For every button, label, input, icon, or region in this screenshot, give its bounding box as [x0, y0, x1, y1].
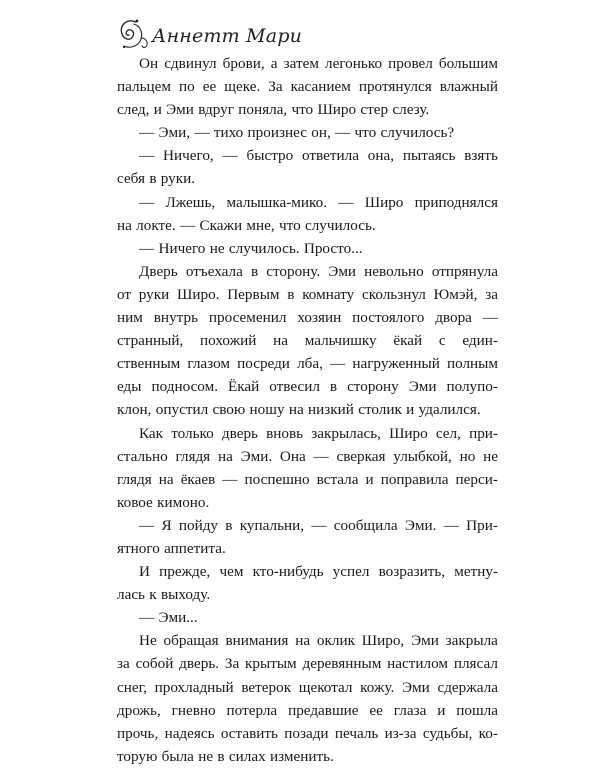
text-line: — Ничего не случилось. Просто...	[139, 239, 363, 257]
text-line: прочь, надеясь оставить позади печаль из-за судьбы, ко-	[117, 724, 498, 742]
text-line: странный, похожий на мальчишку ёкай с един-	[117, 332, 498, 350]
paragraph	[117, 606, 498, 629]
text-line: ятного аппетита.	[117, 539, 226, 557]
text-line: след, и Эми вдруг поняла, что Широ стер слезу.	[117, 101, 430, 119]
text-line: пальцем по ее щеке. За касанием протянулся влажный	[117, 78, 498, 96]
text-line: снег, прохладный ветерок щекотал кожу. Эми сдержала	[117, 678, 498, 696]
text-line: — Эми, — тихо произнес он, — что случилось?	[139, 124, 455, 142]
text-line: торую была не в силах изменить.	[117, 747, 334, 765]
page-body-text	[117, 52, 498, 768]
text-line: Не обращая внимания на оклик Широ, Эми закрыла	[139, 632, 498, 650]
text-line: клон, опустил свою ношу на низкий столик и удалился.	[117, 401, 481, 419]
text-line: от руки Широ. Первым в комнату скользнул Юмэй, за	[117, 285, 498, 303]
text-line: ним внутрь просеменил хозяин постоялого двора —	[117, 309, 498, 327]
text-line: Дверь отъехала в сторону. Эми невольно отпрянула	[139, 262, 498, 280]
paragraph	[117, 629, 498, 768]
text-line: за собой дверь. За крытым деревянным настилом плясал	[117, 655, 498, 673]
text-line: лась к выходу.	[117, 586, 211, 604]
text-line: ственным глазом посреди лба, — нагруженный полным	[117, 355, 498, 373]
text-line: — Лжешь, малышка-мико. — Широ приподнялся	[139, 193, 498, 211]
paragraph	[117, 144, 498, 190]
paragraph	[117, 422, 498, 514]
running-header-author: Аннетт Мари	[152, 25, 303, 47]
text-line: — Я пойду в купальни, — сообщила Эми. — При-	[139, 516, 498, 534]
paragraph	[117, 237, 498, 260]
text-line: на локте. — Скажи мне, что случилось.	[117, 216, 376, 234]
text-line: — Эми...	[139, 609, 198, 627]
text-line: стально глядя на Эми. Она — сверкая улыбкой, но не	[117, 447, 498, 465]
text-line: Он сдвинул брови, а затем легонько провел большим	[139, 55, 498, 72]
text-line: еды подносом. Ёкай отвесил в сторону Эми полупо-	[117, 378, 498, 396]
paragraph	[117, 514, 498, 560]
flourish-ornament-icon	[116, 16, 150, 52]
text-line: И прежде, чем кто-нибудь успел возразить, метну-	[139, 563, 498, 581]
text-line: дрожь, гневно потерла предавшие ее глаза и пошла	[117, 701, 498, 719]
text-line: себя в руки.	[117, 170, 196, 188]
paragraph	[117, 52, 498, 121]
text-line: Как только дверь вновь закрылась, Широ сел, при-	[139, 424, 498, 442]
paragraph	[117, 121, 498, 144]
running-header	[116, 14, 302, 54]
text-line: ковое кимоно.	[117, 493, 210, 511]
paragraph	[117, 560, 498, 606]
text-line: глядя на ёкаев — поспешно встала и поправила перси-	[117, 470, 498, 488]
paragraph	[117, 191, 498, 237]
paragraph	[117, 260, 498, 422]
text-line: — Ничего, — быстро ответила она, пытаясь взять	[139, 147, 498, 165]
